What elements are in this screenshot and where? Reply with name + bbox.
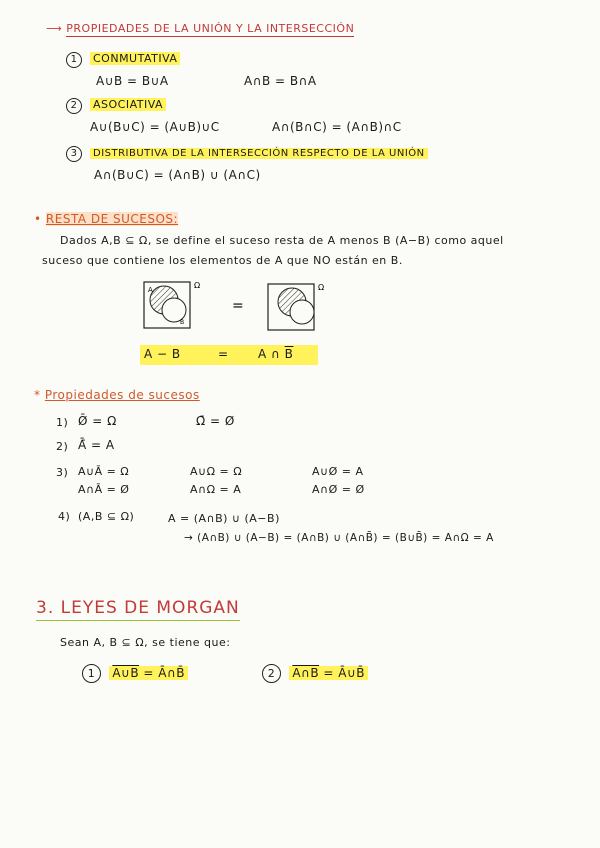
formula-right: A ∩ $\overline{B}$ (258, 347, 294, 361)
number-circle: 2 (262, 664, 281, 683)
property-1-label (66, 52, 180, 68)
svg-text:B: B (180, 319, 185, 326)
prop1-b: Ω̄ = Ø (196, 414, 235, 428)
prop2-num: 2) (56, 440, 69, 453)
morgan-law-1-formula: A∪B = Ā∩B̄ (109, 666, 188, 680)
prop3-num: 3) (56, 466, 69, 479)
prop3-r2-c1: A∩Ā = Ø (78, 483, 130, 496)
section1-heading (46, 22, 354, 35)
property-3-eq: A∩(B∪C) = (A∩B) ∪ (A∩C) (94, 168, 261, 182)
prop4-num: 4) (58, 510, 71, 523)
prop2: Ā̄ = A (78, 438, 115, 452)
property-1-eq-left: A∪B = B∪A (96, 74, 169, 88)
svg-text:Ω: Ω (318, 283, 325, 292)
section3-title: Propiedades de sucesos (44, 388, 200, 402)
property-2-eq-right: A∩(B∩C) = (A∩B)∩C (272, 120, 402, 134)
prop3-r2-c3: A∩Ø = Ø (312, 483, 365, 496)
prop3-r1-c3: A∪Ø = A (312, 465, 364, 478)
prop3-r2-c2: A∩Ω = A (190, 483, 242, 496)
definition-line-1: Dados A,B ⊆ Ω, se define el suceso resta de A menos B (A−B) como aquel (60, 234, 504, 247)
morgan-law-2-formula: A∩B = Ā∪B̄ (289, 666, 368, 680)
section2-title: RESTA DE SUCESOS: (45, 212, 179, 226)
property-1-name: CONMUTATIVA (90, 52, 180, 65)
definition-line-2: suceso que contiene los elementos de A que NO están en B. (42, 254, 403, 267)
section4-title: 3. LEYES DE MORGAN (36, 598, 240, 621)
section4-intro: Sean A, B ⊆ Ω, se tiene que: (60, 636, 231, 649)
section2-heading (34, 212, 178, 226)
svg-text:A: A (148, 286, 153, 294)
bullet-icon: • (34, 212, 42, 226)
property-1-eq-right: A∩B = B∩A (244, 74, 317, 88)
prop4-condition: (A,B ⊆ Ω) (78, 510, 135, 523)
property-3-label (66, 146, 428, 162)
morgan-law-1 (82, 664, 188, 683)
prop1-a: Ø̄ = Ω (78, 414, 117, 428)
prop4-eq2: → (A∩B) ∪ (A−B) = (A∩B) ∪ (A∩B̄) = (B∪B̄) = A∩Ω = A (184, 532, 494, 544)
formula-highlight (140, 345, 318, 365)
formula-equals: = (218, 347, 229, 361)
number-circle: 1 (82, 664, 101, 683)
venn-equals: = (232, 298, 244, 314)
morgan-law-2 (262, 664, 368, 683)
property-3-name: DISTRIBUTIVA DE LA INTERSECCIÓN RESPECTO DE LA UNIÓN (90, 148, 428, 159)
formula-left: A − B (144, 347, 181, 361)
prop3-r1-c2: A∪Ω = Ω (190, 465, 243, 478)
venn-diagram-a-inter-bcomp (268, 283, 324, 330)
section3-heading (34, 388, 200, 402)
svg-text:Ω: Ω (194, 281, 201, 290)
property-2-label (66, 98, 166, 114)
venn-diagrams (140, 278, 340, 340)
prop4-eq1: A = (A∩B) ∪ (A−B) (168, 512, 280, 525)
prop1-num: 1) (56, 416, 69, 429)
number-circle: 3 (66, 146, 82, 162)
number-circle: 1 (66, 52, 82, 68)
property-2-name: ASOCIATIVA (90, 98, 166, 111)
number-circle: 2 (66, 98, 82, 114)
section1-title: PROPIEDADES DE LA UNIÓN Y LA INTERSECCIÓN (66, 22, 355, 35)
property-2-eq-left: A∪(B∪C) = (A∪B)∪C (90, 120, 220, 134)
asterisk-icon: * (34, 388, 41, 402)
prop3-r1-c1: A∪Ā = Ω (78, 465, 130, 478)
arrow-icon: ⟶ (46, 22, 63, 35)
venn-diagram-a-minus-b (144, 281, 200, 328)
